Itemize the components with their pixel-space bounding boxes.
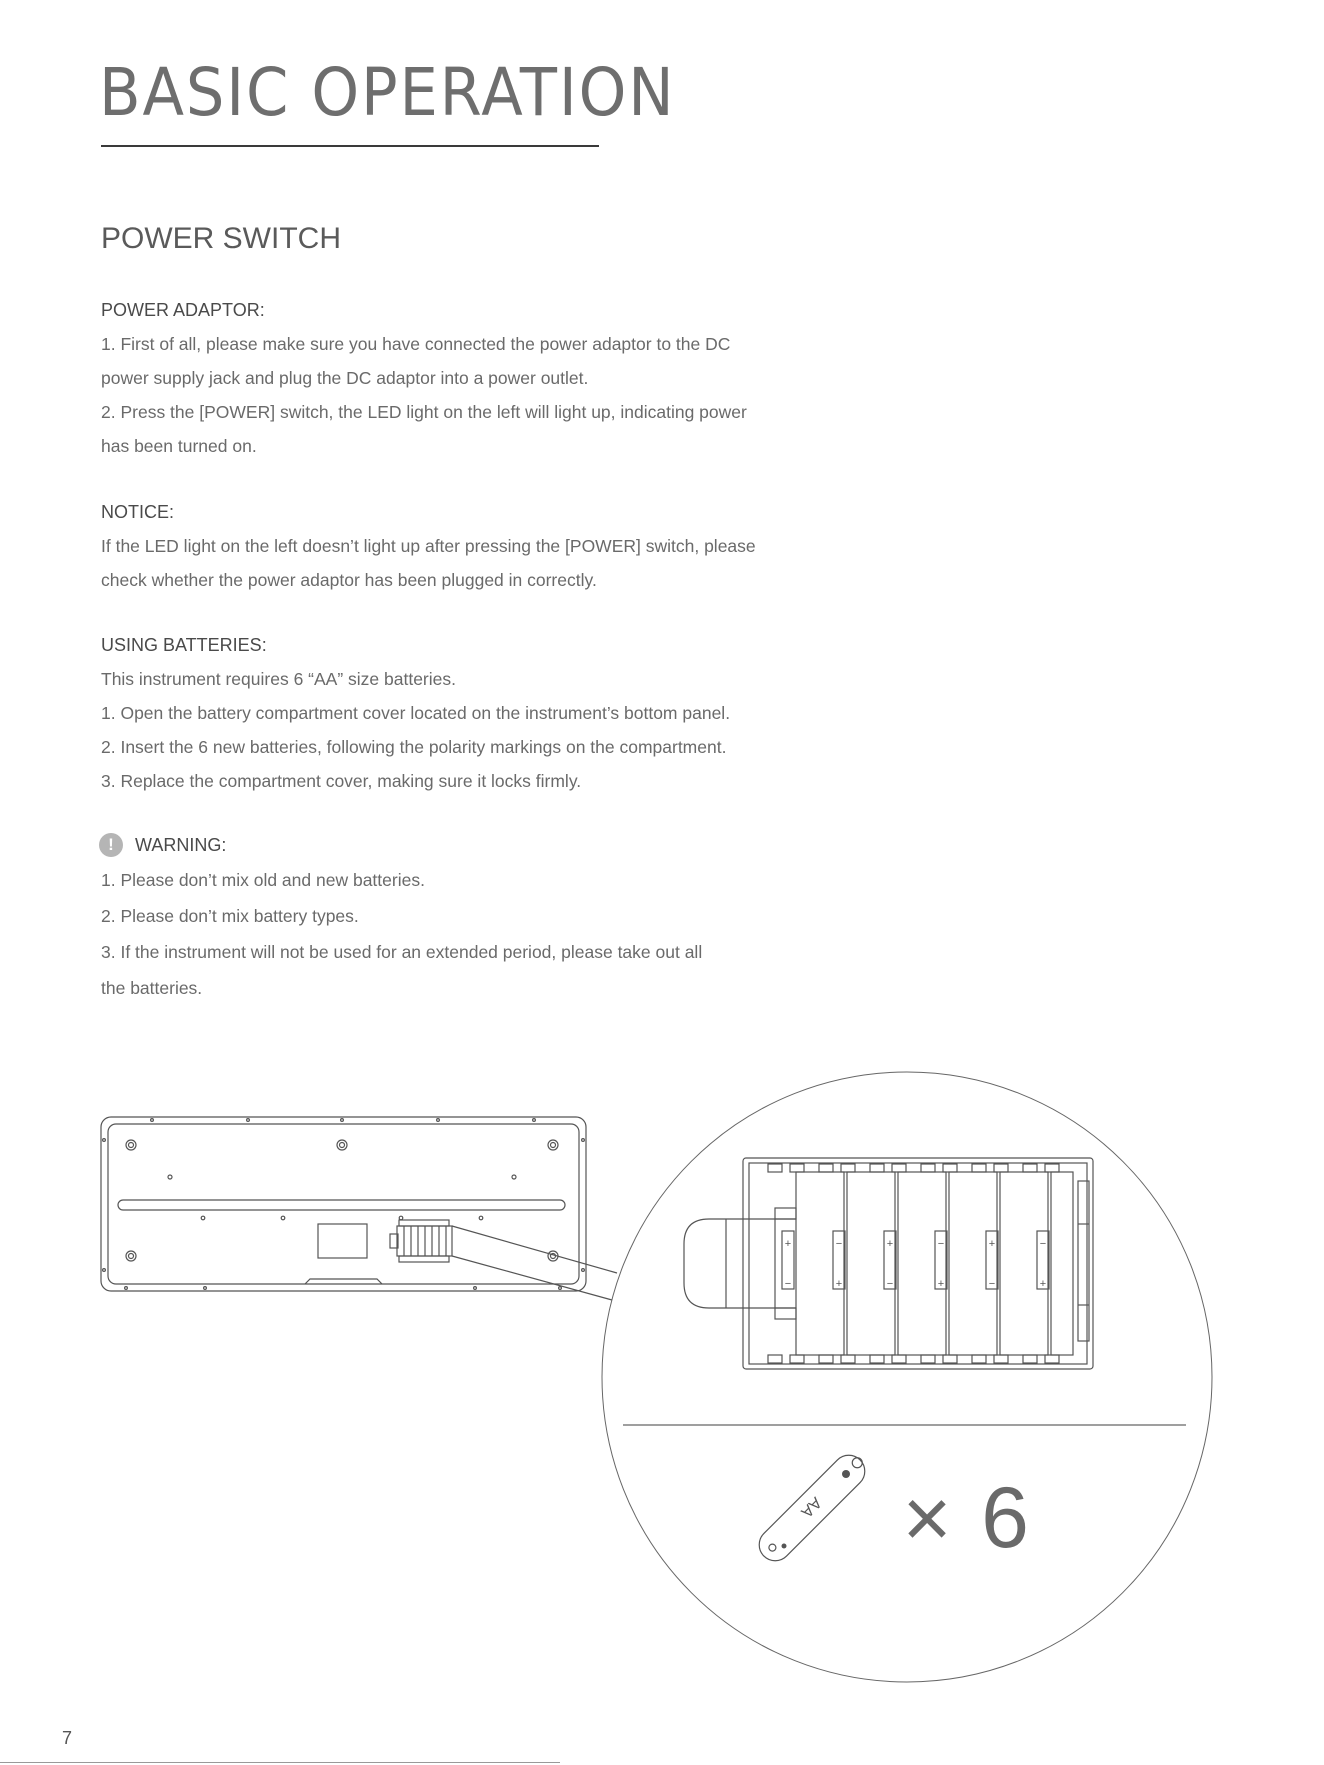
plus-mark: + (835, 1278, 843, 1290)
warning-line: 1. Please don’t mix old and new batteries. (101, 870, 425, 890)
using-batteries-heading: USING BATTERIES: (101, 635, 267, 655)
battery-clips (768, 1164, 1059, 1363)
battery-polarity-marks (782, 1231, 1049, 1289)
multiplier-symbol: × (902, 1471, 952, 1565)
minus-mark: − (1039, 1238, 1047, 1250)
battery-compartment-detail (684, 1158, 1093, 1369)
minus-mark: − (784, 1278, 792, 1290)
bottom-divider (0, 1762, 560, 1763)
notice-heading: NOTICE: (101, 502, 175, 522)
minus-mark: − (835, 1238, 843, 1250)
warning-line: the batteries. (101, 978, 203, 998)
warning-line: 2. Please don’t mix battery types. (101, 906, 359, 926)
warning-line: 3. If the instrument will not be used for an extended period, please take out all (101, 942, 703, 962)
battery-label: AA (797, 1493, 825, 1521)
using-batteries-line: This instrument requires 6 “AA” size batteries. (101, 669, 456, 689)
notice-line: check whether the power adaptor has been plugged in correctly. (101, 570, 597, 590)
minus-mark: − (937, 1238, 945, 1250)
notice-line: If the LED light on the left doesn’t light up after pressing the [POWER] switch, please (101, 536, 756, 556)
using-batteries-line: 3. Replace the compartment cover, making sure it locks firmly. (101, 771, 582, 791)
battery-count: 6 (981, 1470, 1029, 1566)
page-number: 7 (62, 1728, 73, 1748)
plus-mark: + (988, 1238, 996, 1250)
power-adaptor-line: power supply jack and plug the DC adaptor into a power outlet. (101, 368, 589, 388)
exclamation-icon: ! (99, 833, 123, 857)
power-adaptor-line: has been turned on. (101, 436, 257, 456)
power-adaptor-line: 2. Press the [POWER] switch, the LED light on the left will light up, indicating power (101, 402, 747, 422)
power-adaptor-heading: POWER ADAPTOR: (101, 300, 265, 320)
power-adaptor-line: 1. First of all, please make sure you have connected the power adaptor to the DC (101, 334, 731, 354)
plus-mark: + (1039, 1278, 1047, 1290)
using-batteries-line: 2. Insert the 6 new batteries, following the polarity markings on the compartment. (101, 737, 727, 757)
minus-mark: − (988, 1278, 996, 1290)
plus-mark: + (784, 1238, 792, 1250)
section-title: POWER SWITCH (101, 222, 341, 255)
page-title: BASIC OPERATION (99, 54, 676, 131)
warning-heading: WARNING: (135, 835, 227, 855)
minus-mark: − (886, 1278, 894, 1290)
plus-mark: + (886, 1238, 894, 1250)
plus-mark: + (937, 1278, 945, 1290)
keyboard-bottom-panel (101, 1117, 586, 1291)
using-batteries-line: 1. Open the battery compartment cover located on the instrument’s bottom panel. (101, 703, 731, 723)
